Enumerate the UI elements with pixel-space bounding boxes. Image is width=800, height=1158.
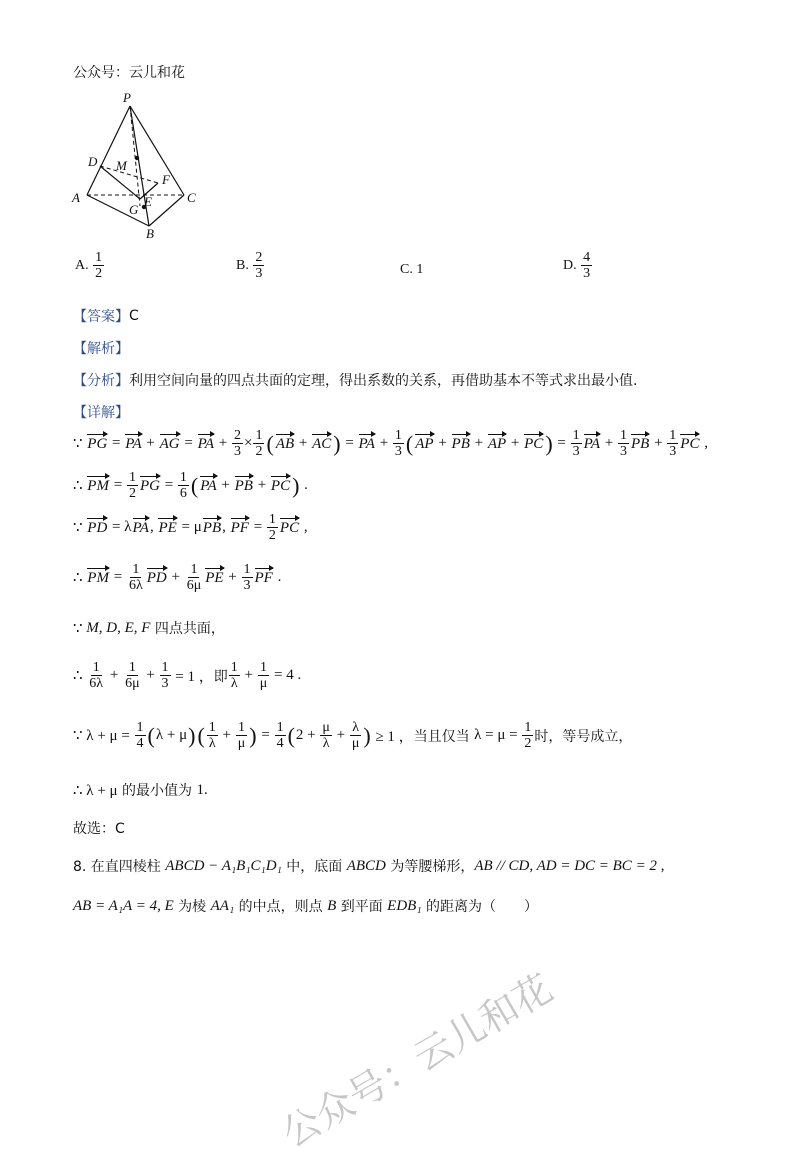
- math-text: =: [341, 435, 358, 452]
- label-b: B: [146, 226, 154, 238]
- fraction: [123, 660, 142, 692]
- math-text: ∵: [73, 520, 87, 537]
- denominator: 3: [394, 444, 402, 460]
- math-text: ∵ λ + μ =: [73, 728, 134, 745]
- denominator: μ: [259, 676, 268, 692]
- math-text: +: [470, 435, 487, 452]
- option-d[interactable]: [563, 250, 593, 282]
- math-text: ∵: [73, 436, 87, 453]
- numerator: 1: [669, 428, 677, 443]
- numerator: 1: [95, 250, 103, 265]
- text: 的距离为（ ）: [421, 899, 538, 915]
- fraction: [393, 428, 404, 460]
- denominator: 3: [243, 578, 251, 594]
- text: 8. 在直四棱柱: [73, 859, 166, 875]
- numerator: 1: [524, 720, 532, 735]
- vector: PA: [132, 520, 149, 537]
- numerator: 1: [572, 428, 580, 443]
- fraction: [127, 562, 145, 594]
- parenthesis: (: [287, 722, 295, 748]
- vector: PA: [583, 436, 601, 453]
- parenthesis: (: [405, 430, 414, 456]
- math-text: +: [215, 435, 231, 452]
- vector: AP: [415, 436, 434, 453]
- fraction: [258, 660, 270, 692]
- denominator: 4: [276, 736, 284, 752]
- header-source: 公众号：云儿和花: [73, 65, 185, 81]
- parenthesis: ): [188, 722, 196, 748]
- math-text: +: [601, 435, 617, 452]
- denominator: 3: [583, 266, 591, 282]
- text: 到平面: [336, 899, 388, 915]
- math-text: =: [160, 477, 177, 494]
- vector: PE: [158, 520, 177, 537]
- vector: PA: [125, 436, 142, 453]
- denominator: 6λ: [128, 578, 143, 594]
- fraction: [522, 720, 533, 752]
- fraction: [667, 428, 678, 460]
- text: 中，底面: [281, 859, 347, 875]
- fraction: [207, 720, 218, 752]
- math-text: ,: [700, 435, 708, 452]
- option-a[interactable]: [75, 250, 105, 282]
- denominator: 3: [619, 444, 627, 460]
- text: 即: [213, 668, 228, 685]
- text: 为棱: [173, 899, 211, 915]
- math-text: = μ: [177, 519, 202, 536]
- label-f: F: [162, 172, 170, 187]
- parenthesis: ): [292, 472, 300, 498]
- math-text: = 4 .: [270, 667, 302, 684]
- math-text: +: [650, 435, 667, 452]
- vector: PC: [680, 436, 700, 453]
- denominator: 2: [95, 266, 103, 282]
- solution-line: [73, 562, 281, 594]
- vector: PM: [87, 478, 109, 495]
- denominator: 6: [179, 486, 187, 502]
- fraction: [618, 428, 629, 460]
- numerator: 1: [259, 660, 267, 675]
- parenthesis: ): [249, 722, 257, 748]
- text: 的最小值为: [117, 783, 197, 799]
- numerator: 1: [128, 660, 136, 675]
- numerator: 1: [190, 562, 198, 577]
- solution-line: [73, 428, 708, 460]
- fraction: [127, 470, 138, 502]
- fraction: [185, 562, 204, 594]
- vector: AC: [312, 436, 332, 453]
- fraction: [160, 660, 171, 692]
- math-text: +: [217, 477, 234, 494]
- math-italic: B: [327, 897, 337, 914]
- fraction: [350, 720, 362, 752]
- solution-line: [73, 896, 538, 916]
- option-b[interactable]: [236, 250, 265, 282]
- label-c: C: [187, 190, 196, 205]
- numerator: 4: [583, 250, 591, 265]
- fraction: [275, 720, 286, 752]
- fraction: [178, 470, 189, 502]
- parenthesis: (: [190, 472, 199, 498]
- option-label: C. 1: [400, 262, 424, 277]
- answer-value: C: [129, 308, 139, 324]
- numerator: 2: [233, 428, 241, 443]
- math-italic: ABCD − A₁B₁C₁D₁: [165, 857, 282, 874]
- math-text: +: [332, 727, 349, 744]
- denominator: λ: [322, 736, 330, 752]
- math-text: ,: [300, 519, 308, 536]
- vector: PG: [139, 478, 160, 495]
- numerator: 1: [136, 720, 144, 735]
- vector: AP: [487, 436, 507, 453]
- vector: PF: [254, 570, 273, 587]
- fraction: [236, 720, 248, 752]
- math-text: ∵: [73, 620, 87, 637]
- fenxi-tag: 【分析】: [73, 373, 129, 389]
- vector: PG: [87, 436, 108, 453]
- text: 当且仅当: [413, 728, 475, 745]
- label-g: G: [129, 202, 139, 217]
- option-label: A.: [75, 257, 89, 273]
- solution-line: [73, 818, 125, 838]
- fraction: [232, 428, 243, 460]
- label-m: M: [116, 158, 127, 173]
- math-text: =: [257, 727, 274, 744]
- math-italic: EDB₁: [387, 897, 422, 914]
- math-text: ∴ λ + μ: [73, 782, 118, 799]
- text: 为等腰梯形，: [385, 859, 475, 875]
- denominator: μ: [237, 736, 246, 752]
- fraction: [229, 660, 240, 692]
- option-label: B.: [236, 257, 249, 273]
- math-text: +: [142, 667, 159, 684]
- fenxi-line: [73, 370, 637, 390]
- math-text: =: [180, 435, 197, 452]
- vector: PA: [200, 478, 217, 495]
- label-e: E: [144, 194, 152, 209]
- math-text: ≥ 1 ，: [371, 729, 414, 746]
- vector: PC: [279, 520, 300, 537]
- math-text: +: [375, 435, 392, 452]
- math-text: = 1 ，: [171, 669, 214, 686]
- numerator: 1: [128, 470, 136, 485]
- denominator: 6λ: [89, 676, 104, 692]
- text: 四点共面，: [150, 621, 225, 637]
- denominator: μ: [351, 736, 360, 752]
- text: 时，等号成立，: [534, 728, 633, 745]
- math-text: ×: [243, 435, 253, 452]
- parenthesis: (: [197, 722, 205, 748]
- option-label: D.: [563, 257, 577, 273]
- solution-line: [73, 720, 632, 752]
- numerator: 1: [161, 660, 169, 675]
- vector: PB: [451, 436, 470, 453]
- math-text: +: [218, 727, 235, 744]
- parenthesis: ): [363, 722, 371, 748]
- math-italic: AB = A₁A = 4, E: [73, 897, 174, 914]
- math-text: 2 +: [295, 727, 320, 744]
- math-text: +: [142, 435, 159, 452]
- fraction: [571, 428, 582, 460]
- math-text: +: [240, 667, 257, 684]
- denominator: 6μ: [186, 578, 202, 594]
- numerator: 1: [619, 428, 627, 443]
- denominator: 6μ: [125, 676, 140, 692]
- vector: PD: [87, 520, 108, 537]
- solution-line: [73, 618, 225, 638]
- math-text: = λ: [108, 519, 132, 536]
- denominator: 3: [233, 444, 241, 460]
- parenthesis: (: [266, 430, 274, 456]
- math-text: +: [295, 435, 312, 452]
- vector: PA: [358, 436, 375, 453]
- numerator: 1: [243, 562, 251, 577]
- vector: PF: [230, 520, 249, 537]
- math-text: ,: [222, 519, 230, 536]
- text: 的中点，则点: [234, 899, 328, 915]
- math-text: +: [106, 667, 123, 684]
- math-text: =: [108, 435, 125, 452]
- parenthesis: ): [333, 430, 341, 456]
- numerator: 1: [276, 720, 284, 735]
- denominator: 2: [128, 486, 136, 502]
- math-text: ∴: [73, 478, 87, 495]
- fraction: [267, 512, 278, 544]
- math-text: 1.: [196, 781, 208, 798]
- numerator: 1: [208, 720, 216, 735]
- vector: AG: [159, 436, 180, 453]
- math-text: =: [553, 435, 570, 452]
- denominator: 3: [669, 444, 677, 460]
- vector: PC: [524, 436, 544, 453]
- solution-line: [73, 856, 664, 876]
- math-italic: AB // CD, AD = DC = BC = 2: [474, 857, 657, 874]
- math-text: +: [224, 569, 241, 586]
- vector: PB: [630, 436, 650, 453]
- numerator: 1: [132, 562, 140, 577]
- vector: PA: [197, 436, 215, 453]
- solution-line: [73, 512, 308, 544]
- math-text: .: [300, 477, 308, 494]
- numerator: 2: [255, 250, 263, 265]
- numerator: 1: [92, 660, 100, 675]
- option-c[interactable]: [400, 262, 423, 278]
- math-italic: ABCD: [346, 857, 386, 874]
- solution-line: [73, 660, 301, 692]
- denominator: λ: [230, 676, 238, 692]
- math-text: ,: [149, 519, 158, 536]
- denominator: λ: [208, 736, 216, 752]
- answer-tag: 【答案】: [73, 309, 129, 325]
- denominator: 4: [136, 736, 144, 752]
- parenthesis: ): [545, 430, 553, 456]
- vector: PD: [146, 570, 167, 587]
- math-text: ∴: [73, 570, 87, 587]
- math-text: .: [273, 569, 282, 586]
- label-p: P: [123, 90, 131, 105]
- math-text: λ = μ =: [474, 727, 522, 744]
- numerator: 1: [179, 470, 187, 485]
- vector: PB: [234, 478, 253, 495]
- math-text: +: [167, 569, 184, 586]
- parenthesis: (: [147, 722, 155, 748]
- vector: PE: [205, 570, 224, 587]
- fraction: [320, 720, 332, 752]
- solution-line: [73, 780, 208, 800]
- tetrahedron-figure: [70, 88, 230, 238]
- fenxi-text: 利用空间向量的四点共面的定理，得出系数的关系，再借助基本不等式求出最小值.: [129, 373, 638, 389]
- detail-tag: 【详解】: [73, 405, 129, 421]
- solution-line: [73, 470, 308, 502]
- numerator: μ: [322, 720, 330, 735]
- denominator: 3: [255, 266, 263, 282]
- denominator: 2: [255, 444, 263, 460]
- fraction: [242, 562, 253, 594]
- denominator: 2: [268, 528, 276, 544]
- denominator: 3: [161, 676, 169, 692]
- math-text: =: [109, 477, 126, 494]
- fraction: [135, 720, 146, 752]
- numerator: 1: [394, 428, 402, 443]
- watermark: 公众号：云儿和花: [274, 965, 560, 1156]
- numerator: 1: [268, 512, 276, 527]
- label-d: D: [88, 154, 98, 169]
- fraction: [253, 428, 264, 460]
- math-text: λ + μ: [155, 727, 188, 744]
- vector: PB: [202, 520, 222, 537]
- math-text: +: [434, 435, 451, 452]
- math-text: ,: [656, 857, 665, 874]
- math-italic: M, D, E, F: [86, 619, 151, 636]
- denominator: 3: [572, 444, 580, 460]
- fraction: [87, 660, 105, 692]
- numerator: 1: [255, 428, 263, 443]
- math-italic: AA₁: [210, 897, 235, 914]
- vector: AB: [275, 436, 295, 453]
- analysis-tag: 【解析】: [73, 341, 129, 357]
- numerator: 1: [238, 720, 246, 735]
- denominator: 2: [524, 736, 532, 752]
- math-text: =: [249, 519, 266, 536]
- math-text: +: [507, 435, 524, 452]
- text: 故选：C: [73, 821, 125, 837]
- numerator: 1: [230, 660, 238, 675]
- label-a: A: [72, 190, 80, 205]
- vector: PC: [270, 478, 291, 495]
- numerator: λ: [352, 720, 360, 735]
- math-text: ∴: [73, 668, 87, 685]
- answer-line: [73, 306, 139, 326]
- vector: PM: [87, 570, 109, 587]
- math-text: =: [109, 569, 126, 586]
- math-text: +: [253, 477, 270, 494]
